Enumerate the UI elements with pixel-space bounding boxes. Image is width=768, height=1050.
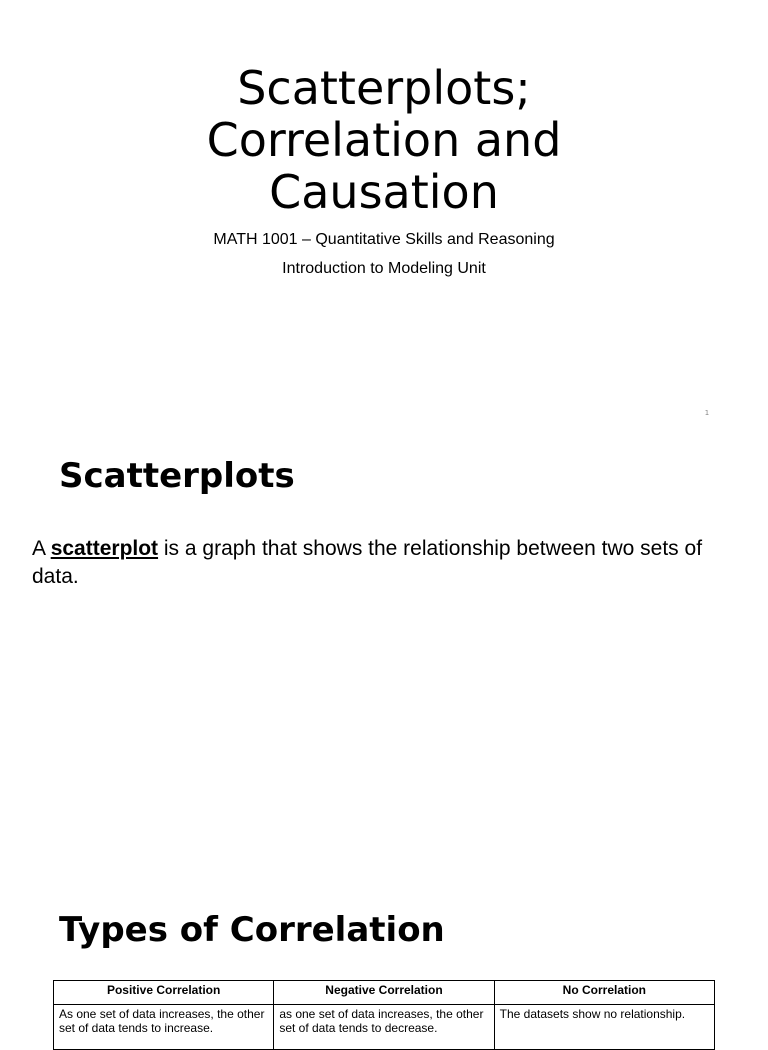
title-line-3: Causation [269, 165, 499, 219]
cell-positive: As one set of data increases, the other set of data tends to increase. [54, 1005, 274, 1050]
definition-prefix: A [32, 537, 51, 560]
header-negative: Negative Correlation [274, 981, 494, 1005]
title-line-1: Scatterplots; [237, 61, 531, 115]
slide-title: Scatterplots [59, 456, 295, 496]
title-slide [0, 0, 768, 452]
slide-number: 1 [704, 409, 710, 417]
definition-text: is a graph that shows the relationship between two sets of data. [32, 537, 703, 588]
cell-none: The datasets show no relationship. [494, 1005, 714, 1050]
table-header-row [54, 981, 715, 1005]
definition-term: scatterplot [50, 537, 159, 560]
unit-subtitle: Introduction to Modeling Unit [282, 260, 486, 277]
course-subtitle: MATH 1001 – Quantitative Skills and Reasoning [213, 231, 555, 248]
header-positive: Positive Correlation [54, 981, 274, 1005]
correlation-types-slide [0, 890, 768, 1035]
scatterplots-slide [0, 452, 768, 890]
title-line-2: Correlation and [206, 113, 562, 167]
correlation-table [53, 980, 715, 1050]
scatterplot-definition [32, 535, 732, 591]
slide-title: Types of Correlation [59, 910, 445, 950]
presentation-title [84, 62, 684, 218]
table-row [54, 1005, 715, 1050]
header-none: No Correlation [494, 981, 714, 1005]
cell-negative: as one set of data increases, the other set of data tends to decrease. [274, 1005, 494, 1050]
